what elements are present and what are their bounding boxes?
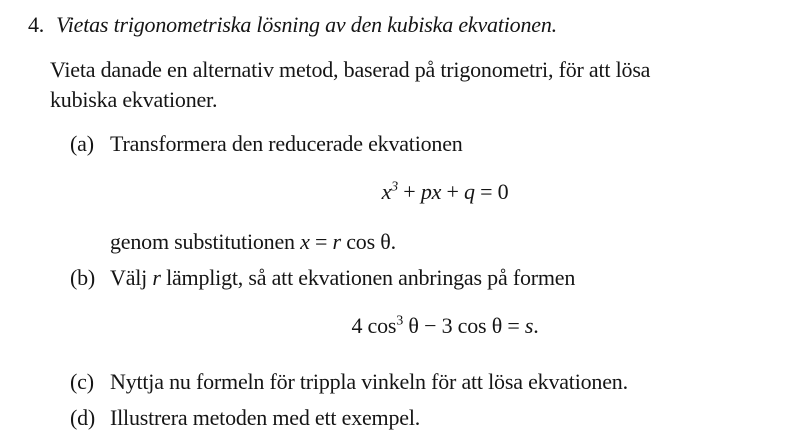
subitem-b-content — [110, 263, 780, 361]
math-middle-terms: θ − 3 cos θ = — [403, 313, 525, 338]
problem-title: Vietas trigonometriska lösning av den kubiska ekvationen. — [56, 12, 557, 37]
math-cos-theta: cos θ. — [340, 229, 396, 254]
equation-reduced-cubic — [110, 177, 780, 207]
math-plus-operator: + — [398, 179, 421, 204]
substitution-line — [110, 227, 780, 257]
math-var-r: r — [152, 265, 161, 290]
subitem-b-row — [70, 263, 780, 361]
math-equals-zero: = 0 — [474, 179, 509, 204]
subitem-list — [70, 129, 780, 433]
subitem-a-row — [70, 129, 780, 257]
math-var-q: q — [464, 179, 475, 204]
subitem-d-row — [70, 403, 780, 433]
substitution-lead-text: genom substitutionen — [110, 229, 301, 254]
math-var-x: x — [300, 229, 310, 254]
subitem-b — [70, 263, 780, 361]
math-exponent-3: 3 — [391, 178, 398, 195]
intro-line-2: kubiska ekvationer. — [50, 87, 218, 112]
math-var-s: s — [524, 313, 534, 338]
math-var-r: r — [332, 229, 341, 254]
subitem-d-label: (d) — [70, 405, 96, 430]
math-exponent-3: 3 — [396, 312, 404, 329]
math-term-px: px — [420, 179, 442, 204]
subitem-d-text: Illustrera metoden med ett exempel. — [110, 405, 421, 430]
subitem-c — [70, 367, 780, 397]
subitem-a-text: Transformera den reducerade ekvationen — [110, 131, 463, 156]
subitem-b-text — [110, 263, 780, 293]
subitem-a — [70, 129, 780, 257]
math-equals-operator: = — [309, 229, 333, 254]
subitem-b-text-tail: lämpligt, så att ekvationen anbringas på formen — [160, 265, 576, 290]
subitem-d — [70, 403, 780, 433]
problem-intro — [50, 55, 780, 115]
intro-line-1: Vieta danade en alternativ metod, baserad på trigonometri, för att lösa — [50, 57, 651, 82]
math-4cos: 4 cos — [351, 313, 397, 338]
subitem-b-label: (b) — [70, 265, 96, 290]
subitem-a-label: (a) — [70, 131, 94, 156]
equation-triple-angle — [110, 311, 780, 341]
subitem-d-content — [110, 403, 780, 433]
math-period: . — [533, 313, 539, 338]
subitem-a-content — [110, 129, 780, 257]
problem-number: 4. — [28, 12, 45, 37]
subitem-b-text-lead: Välj — [110, 265, 153, 290]
problem-header — [28, 10, 780, 40]
math-plus-operator: + — [441, 179, 464, 204]
subitem-c-text: Nyttja nu formeln för trippla vinkeln för att lösa ekvationen. — [110, 369, 628, 394]
subitem-c-content — [110, 367, 780, 397]
math-var-x: x — [381, 179, 392, 204]
subitem-c-row — [70, 367, 780, 397]
subitem-c-label: (c) — [70, 369, 94, 394]
